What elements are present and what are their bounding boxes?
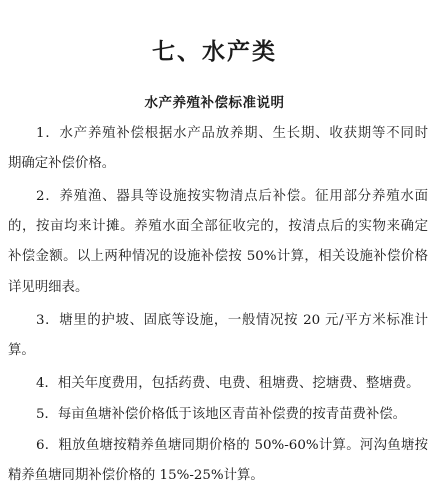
paragraph-2-line-1: 2．养殖渔、器具等设施按实物清点后补偿。征用部分养殖水面 — [36, 189, 428, 204]
paragraph-4-line-1: 4．相关年度费用，包括药费、电费、租塘费、挖塘费、整塘费。 — [36, 376, 420, 391]
paragraph-3-line-2: 算。 — [8, 343, 35, 358]
section-title: 水产养殖补偿标准说明 — [144, 95, 285, 111]
paragraph-3-line-1: 3．塘里的护坡、固底等设施，一般情况按 20 元/平方米标准计 — [36, 313, 428, 328]
paragraph-6-line-1: 6．粗放鱼塘按精养鱼塘同期价格的 50%-60%计算。河沟鱼塘按 — [36, 438, 428, 453]
paragraph-1-line-2: 期确定补偿价格。 — [8, 156, 116, 171]
paragraph-1-line-1: 1．水产养殖补偿根据水产品放养期、生长期、收获期等不同时 — [36, 126, 428, 141]
paragraph-2-line-3: 补偿金额。以上两种情况的设施补偿按 50%计算，相关设施补偿价格 — [8, 249, 428, 264]
paragraph-6-line-2: 精养鱼塘同期补偿价格的 15%-25%计算。 — [8, 468, 264, 483]
paragraph-2-line-4: 详见明细表。 — [8, 280, 89, 295]
chapter-title: 七、水产类 — [152, 38, 277, 65]
paragraph-2-line-2: 的，按亩均来计摊。养殖水面全部征收完的，按清点后的实物来确定 — [8, 219, 428, 234]
paragraph-5-line-1: 5．每亩鱼塘补偿价格低于该地区青苗补偿费的按青苗费补偿。 — [36, 407, 407, 422]
